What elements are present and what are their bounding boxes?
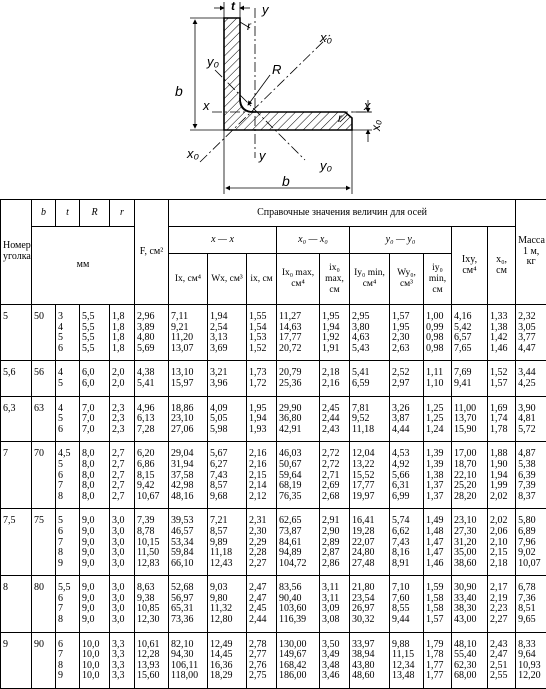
cell-iy0: 21,80 23,54 26,97 30,32 xyxy=(350,576,390,632)
cell-t: 3 4 5 6 xyxy=(56,305,80,361)
cell-r: 9,0 9,0 9,0 9,0 9,0 xyxy=(80,509,110,576)
cell-iy0: 1,59 1,58 1,58 1,57 xyxy=(424,576,452,632)
cell-wy0: 9,88 11,15 12,34 13,48 xyxy=(390,632,424,688)
cell-ix0: 62,65 73,87 84,61 94,89 104,72 xyxy=(277,509,320,576)
cell-ix0: 2,72 2,72 2,71 2,69 2,68 xyxy=(320,442,350,509)
header-mm: мм xyxy=(32,227,135,305)
cell-num: 5 xyxy=(1,305,32,361)
label-y-top: y xyxy=(261,2,270,17)
cell-x0: 1,88 1,90 1,94 1,99 2,02 xyxy=(488,442,516,509)
cell-ix: 29,04 31,94 37,58 42,98 48,16 xyxy=(169,442,208,509)
cell-f: 4,38 5,41 xyxy=(135,361,169,396)
cell-num: 9 xyxy=(1,632,32,688)
label-r-bottom: r xyxy=(338,111,343,125)
cell-r: 1,8 1,8 1,8 1,8 xyxy=(110,305,135,361)
cell-iy0: 7,81 9,52 11,18 xyxy=(350,396,390,442)
cell-mass: 3,44 4,25 xyxy=(516,361,546,396)
cell-x0: 2,43 2,47 2,51 2,55 xyxy=(488,632,516,688)
header-reference-values: Справочные значения величин для осей xyxy=(169,200,516,227)
cell-f: 7,39 8,78 10,15 11,50 12,83 xyxy=(135,509,169,576)
cell-b: 70 xyxy=(32,442,56,509)
cell-ixy: 7,69 9,41 xyxy=(452,361,488,396)
cell-r: 2,7 2,7 2,7 2,7 2,7 xyxy=(110,442,135,509)
label-x-left: x xyxy=(202,98,210,113)
cell-r: 7,0 7,0 7,0 xyxy=(80,396,110,442)
cell-ixy: 4,16 5,42 6,57 7,65 xyxy=(452,305,488,361)
cell-x0: 1,52 1,57 xyxy=(488,361,516,396)
label-b-left: b xyxy=(175,83,183,99)
cell-ix: 2,47 2,47 2,45 2,44 xyxy=(247,576,277,632)
cell-ix0: 1,95 1,94 1,92 1,91 xyxy=(320,305,350,361)
cell-t: 5,5 6 7 8 xyxy=(56,576,80,632)
cell-iy0: 33,97 38,94 43,80 48,60 xyxy=(350,632,390,688)
cell-r: 3,0 3,0 3,0 3,0 xyxy=(110,576,135,632)
cell-ix: 2,16 2,16 2,15 2,14 2,12 xyxy=(247,442,277,509)
cell-t: 4 5 xyxy=(56,361,80,396)
cell-mass: 6,78 7,36 8,51 9,65 xyxy=(516,576,546,632)
table-row xyxy=(1,576,546,632)
header-mass: Масса 1 м, кг xyxy=(516,200,546,305)
cell-iy0: 1,25 1,25 1,24 xyxy=(424,396,452,442)
table-row xyxy=(1,632,546,688)
axis-x0 xyxy=(200,35,330,162)
cell-iy0: 2,95 3,80 4,63 5,43 xyxy=(350,305,390,361)
header-b: b xyxy=(32,200,56,227)
cell-wx: 4,09 5,05 5,98 xyxy=(208,396,247,442)
cell-ixy: 11,00 13,70 15,90 xyxy=(452,396,488,442)
label-t: t xyxy=(231,0,236,13)
cell-x0: 1,33 1,38 1,42 1,46 xyxy=(488,305,516,361)
header-F: F, см² xyxy=(135,200,169,305)
cell-ix0: 2,18 2,16 xyxy=(320,361,350,396)
cell-ix: 1,95 1,94 1,93 xyxy=(247,396,277,442)
label-x-right: x xyxy=(363,98,371,113)
table-row xyxy=(1,396,546,442)
header-ix0: ix₀ max, см xyxy=(320,254,350,305)
header-Iy0: Iy₀ min, см⁴ xyxy=(350,254,390,305)
cell-f: 8,63 9,38 10,85 12,30 xyxy=(135,576,169,632)
cell-ix0: 2,45 2,44 2,43 xyxy=(320,396,350,442)
cell-b: 56 xyxy=(32,361,56,396)
cell-r: 10,0 10,0 10,0 10,0 xyxy=(80,632,110,688)
cell-wx: 1,94 2,54 3,13 3,69 xyxy=(208,305,247,361)
cell-num: 6,3 xyxy=(1,396,32,442)
cell-ixy: 48,10 55,40 62,30 68,00 xyxy=(452,632,488,688)
cell-iy0: 1,39 1,39 1,38 1,37 1,37 xyxy=(424,442,452,509)
cell-wy0: 7,10 7,60 8,55 9,44 xyxy=(390,576,424,632)
cell-ix: 2,31 2,30 2,29 2,28 2,27 xyxy=(247,509,277,576)
cell-t: 4,5 5 6 7 8 xyxy=(56,442,80,509)
label-b-bottom: b xyxy=(282,173,290,189)
header-x0: x₀, см xyxy=(488,227,516,305)
cell-iy0: 5,41 6,59 xyxy=(350,361,390,396)
angle-section xyxy=(224,18,352,130)
label-x0-right: x₀ xyxy=(369,120,383,132)
cell-mass: 5,80 6,89 7,96 9,02 10,07 xyxy=(516,509,546,576)
cell-iy0: 1,00 0,99 0,98 0,98 xyxy=(424,305,452,361)
cell-r: 5,5 5,5 5,5 5,5 xyxy=(80,305,110,361)
cell-ix0: 3,50 3,49 3,48 3,46 xyxy=(320,632,350,688)
cell-num: 8 xyxy=(1,576,32,632)
cell-b: 80 xyxy=(32,576,56,632)
cell-ix: 2,78 2,77 2,76 2,75 xyxy=(247,632,277,688)
label-y-bottom: y xyxy=(258,148,267,163)
cell-iy0: 16,41 19,28 22,07 24,80 27,48 xyxy=(350,509,390,576)
table-row xyxy=(1,305,546,361)
cell-iy0: 1,11 1,10 xyxy=(424,361,452,396)
cell-mass: 4,87 5,38 6,39 7,39 8,37 xyxy=(516,442,546,509)
cell-wy0: 3,26 3,87 4,44 xyxy=(390,396,424,442)
cell-wx: 5,67 6,27 7,43 8,57 9,68 xyxy=(208,442,247,509)
header-Ix: Ix, см⁴ xyxy=(169,254,208,305)
cell-ix0: 2,91 2,90 2,89 2,87 2,86 xyxy=(320,509,350,576)
cell-ix0: 11,27 14,63 17,77 20,72 xyxy=(277,305,320,361)
cell-wx: 12,49 14,45 16,36 18,29 xyxy=(208,632,247,688)
cell-num: 7 xyxy=(1,442,32,509)
cell-ix: 18,86 23,10 27,06 xyxy=(169,396,208,442)
cell-ix0: 3,11 3,11 3,09 3,08 xyxy=(320,576,350,632)
cell-f: 10,61 12,28 13,93 15,60 xyxy=(135,632,169,688)
header-axis-y0y0: y₀ — y₀ xyxy=(350,227,452,254)
label-r-top: r xyxy=(247,19,252,33)
cell-num: 7,5 xyxy=(1,509,32,576)
label-R: R xyxy=(272,62,281,77)
cell-mass: 2,32 3,05 3,77 4,47 xyxy=(516,305,546,361)
header-axis-x0x0: x₀ — x₀ xyxy=(277,227,350,254)
label-x0-top: x₀ xyxy=(319,30,333,45)
cell-b: 75 xyxy=(32,509,56,576)
angle-profile-diagram xyxy=(0,0,546,200)
cell-ixy: 17,00 18,70 22,10 25,20 28,20 xyxy=(452,442,488,509)
cell-mass: 8,33 9,64 10,93 12,20 xyxy=(516,632,546,688)
header-t: t xyxy=(56,200,80,227)
cell-t: 4 5 6 xyxy=(56,396,80,442)
cell-b: 63 xyxy=(32,396,56,442)
cell-r: 2,0 2,0 xyxy=(110,361,135,396)
cell-x0: 2,17 2,19 2,23 2,27 xyxy=(488,576,516,632)
angle-properties-table xyxy=(0,199,546,689)
cell-r: 3,3 3,3 3,3 3,3 xyxy=(110,632,135,688)
header-number: Номер уголка xyxy=(1,200,32,305)
header-axis-xx: x — x xyxy=(169,227,277,254)
cell-t: 5 6 7 8 9 xyxy=(56,509,80,576)
header-Wx: Wx, см³ xyxy=(208,254,247,305)
cell-f: 2,96 3,89 4,80 5,69 xyxy=(135,305,169,361)
cell-wx: 3,21 3,96 xyxy=(208,361,247,396)
cell-r: 6,0 6,0 xyxy=(80,361,110,396)
table-row xyxy=(1,509,546,576)
cell-ix0: 46,03 50,67 59,64 68,19 76,35 xyxy=(277,442,320,509)
cell-ix: 39,53 46,57 53,34 59,84 66,10 xyxy=(169,509,208,576)
cell-ixy: 30,90 33,40 38,30 43,00 xyxy=(452,576,488,632)
cell-wy0: 5,74 6,62 7,43 8,16 8,91 xyxy=(390,509,424,576)
cell-t: 6 7 8 9 xyxy=(56,632,80,688)
cell-wy0: 4,53 4,92 5,66 6,31 6,99 xyxy=(390,442,424,509)
cell-r: 9,0 9,0 9,0 9,0 xyxy=(80,576,110,632)
cell-b: 90 xyxy=(32,632,56,688)
cell-iy0: 12,04 13,22 15,52 17,77 19,97 xyxy=(350,442,390,509)
cell-wx: 7,21 8,57 9,89 11,18 12,43 xyxy=(208,509,247,576)
cell-wy0: 2,52 2,97 xyxy=(390,361,424,396)
header-ix: ix, см xyxy=(247,254,277,305)
header-iy0: iy₀ min, см xyxy=(424,254,452,305)
header-Ix0: Ix₀ max, см⁴ xyxy=(277,254,320,305)
table-row xyxy=(1,361,546,396)
cell-x0: 2,02 2,06 2,10 2,15 2,18 xyxy=(488,509,516,576)
header-r: r xyxy=(110,200,135,227)
cell-num: 5,6 xyxy=(1,361,32,396)
cell-ix0: 29,90 36,80 42,91 xyxy=(277,396,320,442)
cell-ix: 1,73 1,72 xyxy=(247,361,277,396)
cell-iy0: 1,79 1,78 1,77 1,77 xyxy=(424,632,452,688)
table-row xyxy=(1,442,546,509)
cell-r: 2,3 2,3 2,3 xyxy=(110,396,135,442)
cell-ixy: 23,10 27,30 31,20 35,00 38,60 xyxy=(452,509,488,576)
label-y0-top: y₀ xyxy=(206,54,220,69)
label-y0-bottom: y₀ xyxy=(319,158,333,173)
cell-ix: 13,10 15,97 xyxy=(169,361,208,396)
cell-ix: 82,10 94,30 106,11 118,00 xyxy=(169,632,208,688)
label-x0-bottom: x₀ xyxy=(186,146,200,161)
cell-mass: 3,90 4,81 5,72 xyxy=(516,396,546,442)
cell-ix0: 130,00 149,67 168,42 186,00 xyxy=(277,632,320,688)
cell-f: 6,20 6,86 8,15 9,42 10,67 xyxy=(135,442,169,509)
cell-r: 3,0 3,0 3,0 3,0 3,0 xyxy=(110,509,135,576)
cell-b: 50 xyxy=(32,305,56,361)
cell-ix0: 83,56 90,40 103,60 116,39 xyxy=(277,576,320,632)
cell-r: 8,0 8,0 8,0 8,0 8,0 xyxy=(80,442,110,509)
header-Wy0: Wy₀, см³ xyxy=(390,254,424,305)
cell-ix: 1,55 1,54 1,53 1,52 xyxy=(247,305,277,361)
cell-ix0: 20,79 25,36 xyxy=(277,361,320,396)
cell-ix: 7,11 9,21 11,20 13,07 xyxy=(169,305,208,361)
cell-iy0: 1,49 1,48 1,47 1,47 1,46 xyxy=(424,509,452,576)
header-Ixy: Ixy, см⁴ xyxy=(452,227,488,305)
cell-f: 4,96 6,13 7,28 xyxy=(135,396,169,442)
cell-wy0: 1,57 1,95 2,30 2,63 xyxy=(390,305,424,361)
header-R: R xyxy=(80,200,110,227)
table-body xyxy=(1,305,546,689)
cell-wx: 9,03 9,80 11,32 12,80 xyxy=(208,576,247,632)
cell-ix: 52,68 56,97 65,31 73,36 xyxy=(169,576,208,632)
cell-x0: 1,69 1,74 1,78 xyxy=(488,396,516,442)
